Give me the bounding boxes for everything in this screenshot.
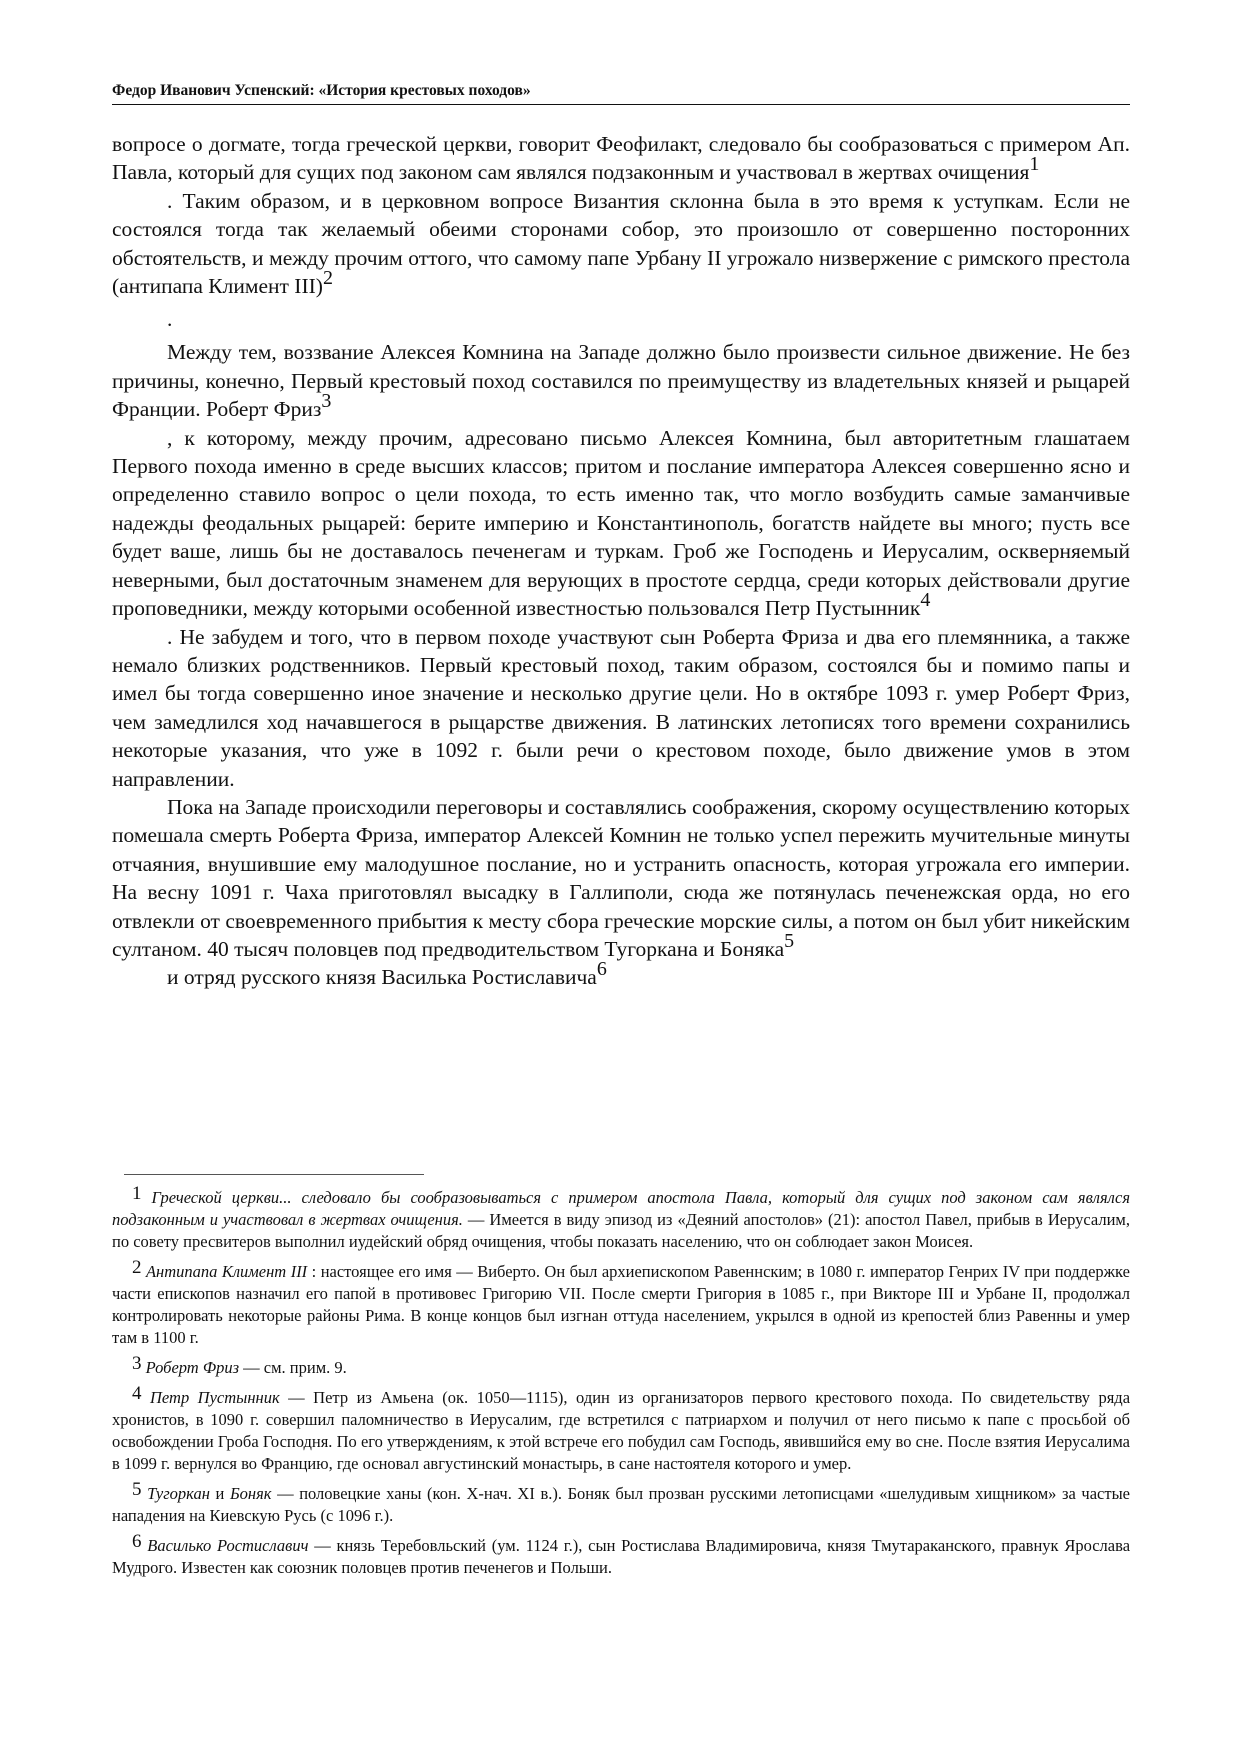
footnote-conjunction: и	[209, 1484, 230, 1503]
footnote	[112, 1383, 1131, 1475]
paragraph-text: вопросе о догмате, тогда греческой церкви, говорит Феофилакт, следовало бы сообразоваться с примером Ап. Павла, который для сущих под законом сам являлся подзаконным и участвовал в жертвах очищения	[112, 132, 1130, 185]
footnote	[112, 1183, 1131, 1253]
footnote-term: Тугоркан	[147, 1484, 210, 1503]
paragraph	[112, 623, 1130, 793]
footnote-text: — половецкие ханы (кон. X-нач. XI в.). Боняк был прозван русскими летописцами «шелудивым хищником» за частые нападения на Киевскую Русь (с 1096 г.).	[112, 1484, 1130, 1525]
paragraph-text: , к которому, между прочим, адресовано письмо Алексея Комнина, был авторитетным глашатаем Первого похода именно в среде высших классов; притом и послание императора Алексея совершенно ясно и определенно ставило вопрос о цели похода, то есть именно так, что могло возбудить самые заманчивые надежды феодальных рыцарей: берите империю и Константинополь, богатств найдете вы много; пусть все будет ваше, лишь бы не доставалось печенегам и туркам. Гроб же Господень и Иерусалим, оскверняемый неверными, был достаточным знаменем для верующих в простоте сердца, среди которых действовали другие проповедники, между которыми особенной известностью пользовался Петр Пустынник	[112, 425, 1130, 621]
footnotes	[112, 1183, 1131, 1587]
paragraph-text: и отряд русского князя Василька Ростиславича	[167, 965, 597, 990]
paragraph-text: Пока на Западе происходили переговоры и составлялись соображения, скорому осуществлению которых помешала смерть Роберта Фриза, император Алексей Комнин не только успел пережить мучительные минуты отчаяния, внушившие ему малодушное послание, но и устранить опасность, которая угрожала его империи. На весну 1091 г. Чаха приготовлял высадку в Галлиполи, сюда же потянулась печенежская орда, но его отвлекли от своевременного прибытия к месту сбора греческие морские силы, а потом он был убит никейским султаном. 40 тысяч половцев под предводительством Тугоркана и Боняка	[112, 794, 1130, 961]
footnote-text: — Петр из Амьена (ок. 1050—1115), один из организаторов первого крестового похода. По свидетельству ряда хронистов, в 1090 г. совершил паломничество в Иерусалим, где встретился с патриархом и получил от него письмо к папе с просьбой об освобождении Гроба Господня. По его утверждениям, к этой встрече его побудил сам Господь, явившийся ему во сне. После взятия Иерусалима в 1099 г. вернулся во Францию, где основал августинский монастырь, в сане настоятеля которого и умер.	[112, 1388, 1131, 1473]
footnote-term: Петр Пустынник	[150, 1388, 280, 1407]
footnote-term: Греческой церкви... следовало бы сообразовываться с примером апостола Павла, который для сущих под законом сам являлся подзаконным и участвовал в жертвах очищения.	[112, 1188, 1131, 1229]
footnote-term: Антипапа Климент III	[145, 1262, 308, 1281]
paragraph-text: . Таким образом, и в церковном вопросе Византия склонна была в это время к уступкам. Если не состоялся тогда так желаемый обеими сторонами собор, это произошло от совершенно посторонних обстоятельств, и между прочим оттого, что самому папе Урбану II угрожало низвержение с римского престола (антипапа Климент III)	[112, 188, 1130, 299]
footnote	[112, 1531, 1131, 1579]
footnote	[112, 1353, 1130, 1379]
paragraph-text: . Не забудем и того, что в первом походе участвуют сын Роберта Фриза и два его племянника, а также немало близких родственников. Первый крестовый поход, таким образом, состоялся бы и помимо папы и имел бы тогда совершенно иное значение и несколько другие цели. Но в октябре 1093 г. умер Роберт Фриз, чем замедлился ход начавшегося в рыцарстве движения. В латинских летописях того времени сохранились некоторые указания, что уже в 1092 г. были речи о крестовом походе, было движение умов в этом направлении.	[112, 624, 1130, 791]
footnote-number: 6	[132, 1531, 142, 1552]
paragraph-text: .	[167, 307, 173, 332]
running-header: Федор Иванович Успенский: «История крестовых походов»	[112, 82, 1130, 105]
footnote	[112, 1257, 1130, 1349]
footnote-text: — Имеется в виду эпизод из «Деяний апостолов» (21): апостол Павел, прибыв в Иерусалим, по совету пресвитеров выполнил иудейский обряд очищения, чтобы показать населению, что он соблюдает закон Моисея.	[112, 1210, 1130, 1251]
main-text	[112, 130, 1130, 992]
footnote-number: 4	[132, 1383, 142, 1404]
paragraph-text: Между тем, воззвание Алексея Комнина на Западе должно было произвести сильное движение. Не без причины, конечно, Первый крестовый поход составился по преимуществу из владетельных князей и рыцарей Франции. Роберт Фриз	[112, 340, 1130, 422]
paragraph	[112, 338, 1130, 423]
footnote-text: — князь Теребовльский (ум. 1124 г.), сын Ростислава Владимировича, князя Тмутараканского, правнук Ярослава Мудрого. Известен как союзник половцев против печенегов и Польши.	[112, 1536, 1131, 1577]
footnote-ref[interactable]: 6	[596, 958, 607, 981]
footnote-text: — см. прим. 9.	[239, 1358, 347, 1377]
paragraph	[112, 958, 1130, 991]
footnote-number: 3	[132, 1353, 142, 1374]
footnote-term: Боняк	[229, 1484, 272, 1503]
footnote-ref[interactable]: 4	[920, 589, 931, 612]
footnote-number: 2	[132, 1257, 142, 1278]
footnote-ref[interactable]: 3	[321, 390, 332, 413]
footnote-number: 1	[132, 1183, 142, 1204]
paragraph	[112, 300, 1130, 338]
footnote-separator	[124, 1174, 424, 1175]
paragraph	[112, 130, 1130, 187]
footnote-ref[interactable]: 5	[784, 929, 795, 952]
footnote-term: Василько Ростиславич	[147, 1536, 309, 1555]
footnote-text: : настоящее его имя — Виберто. Он был архиепископом Равеннским; в 1080 г. император Генрих IV при поддержке части епископов назначил его папой в противовес Григорию VII. После смерти Григория в 1085 г., при Викторе III и Урбане II, продолжал контролировать некоторые районы Рима. В конце концов был изгнан оттуда населением, укрылся в одной из крепостей близ Равенны и умер там в 1100 г.	[112, 1262, 1130, 1347]
footnote	[112, 1479, 1130, 1527]
footnote-number: 5	[132, 1479, 142, 1500]
footnote-ref[interactable]: 1	[1029, 153, 1040, 176]
footnote-ref[interactable]: 2	[322, 267, 333, 290]
paragraph	[112, 424, 1130, 623]
footnote-term: Роберт Фриз	[145, 1358, 240, 1377]
paragraph	[112, 793, 1130, 963]
paragraph	[112, 187, 1130, 301]
